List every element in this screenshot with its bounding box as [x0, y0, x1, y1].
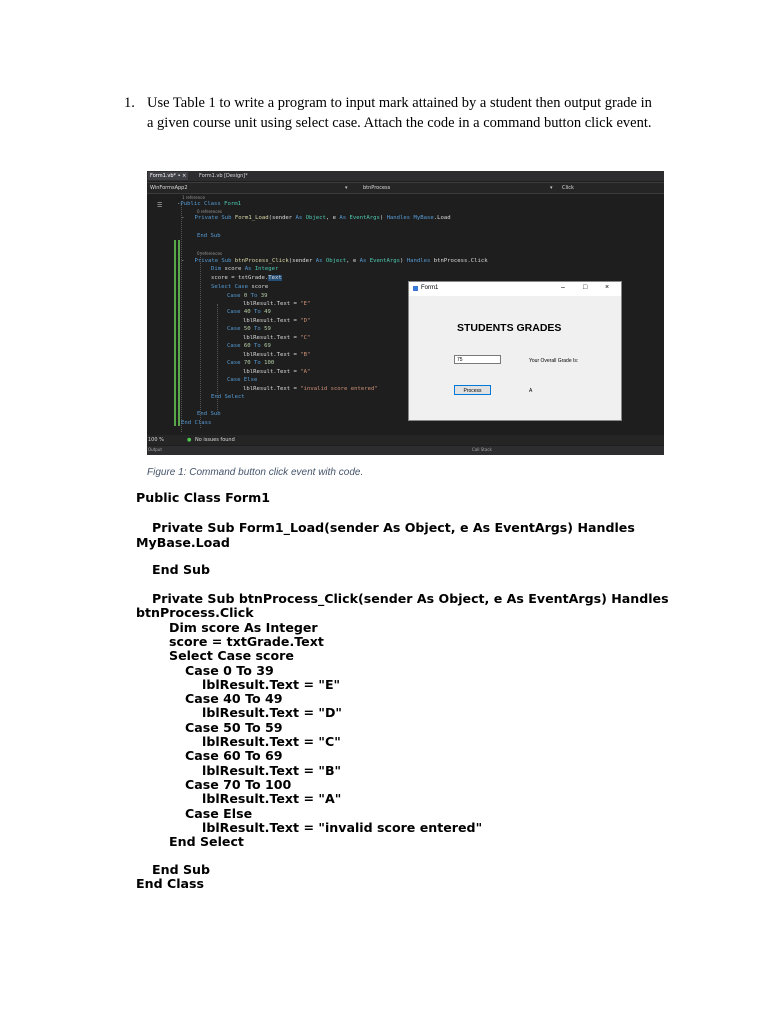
code-line: lblResult.Text = "D" [243, 318, 311, 324]
code-line: End Sub [197, 233, 221, 239]
tab-close-icon[interactable]: • × [177, 173, 187, 179]
code-listing-line: MyBase.Load [136, 535, 230, 550]
navigation-bar [147, 182, 664, 194]
editor-tabs [147, 171, 664, 181]
status-bar [147, 435, 664, 445]
code-line: lblResult.Text = "A" [243, 369, 311, 375]
tab-form1-design[interactable]: Form1.vb [Design]* [199, 173, 248, 179]
result-label: A [529, 388, 533, 394]
bottom-panel-tabs [147, 446, 664, 455]
question-text [147, 93, 687, 133]
code-line: Case Else [227, 377, 258, 383]
code-listing-line: Public Class Form1 [136, 490, 270, 505]
code-listing-line: lblResult.Text = "C" [202, 734, 341, 749]
code-lens[interactable]: 0 references [197, 251, 222, 256]
change-marker [174, 240, 176, 426]
figure-caption: Figure 1: Command button click event with code. [147, 467, 364, 478]
code-line: - Private Sub Form1_Load(sender As Object, e As EventArgs) Handles MyBase.Load [181, 215, 451, 221]
code-listing-line: Select Case score [169, 648, 294, 663]
code-line: Select Case score [211, 284, 269, 290]
chevron-down-icon[interactable]: ▾ [550, 185, 553, 191]
code-line: lblResult.Text = "C" [243, 335, 311, 341]
code-listing-line: Case Else [185, 806, 253, 821]
code-listing-line: Case 70 To 100 [185, 777, 292, 792]
code-listing-line: Private Sub btnProcess_Click(sender As Object, e As EventArgs) Handles [152, 591, 669, 606]
indent-guide [200, 252, 201, 428]
chevron-down-icon[interactable]: ▾ [345, 185, 348, 191]
form-app-icon [413, 286, 418, 291]
code-line: Case 60 To 69 [227, 343, 271, 349]
code-listing-line: Dim score As Integer [169, 620, 318, 635]
code-listing-line: lblResult.Text = "B" [202, 763, 342, 778]
code-listing-line: lblResult.Text = "E" [202, 677, 341, 692]
code-line: Case 50 To 59 [227, 326, 271, 332]
question-line-1: Use Table 1 to write a program to input mark attained by a student then output grade in [147, 95, 652, 111]
code-line: score = txtGrade.Text [211, 275, 282, 281]
code-listing-line: Case 40 To 49 [185, 691, 283, 706]
tab-form1-vb[interactable]: Form1.vb* • × [150, 173, 187, 179]
ide-screenshot [147, 171, 664, 455]
code-line: Case 0 To 39 [227, 293, 268, 299]
maximize-icon[interactable]: □ [583, 284, 588, 291]
code-listing-line: Case 50 To 59 [185, 720, 283, 735]
code-listing-line: lblResult.Text = "invalid score entered" [202, 820, 483, 835]
code-listing-line: Case 0 To 39 [185, 663, 274, 678]
code-line: lblResult.Text = "invalid score entered" [243, 386, 378, 392]
code-listing-line: lblResult.Text = "A" [202, 791, 342, 806]
issues-status[interactable]: No issues found [195, 437, 235, 443]
code-listing-line: score = txtGrade.Text [169, 634, 324, 649]
code-line: End Select [211, 394, 245, 400]
code-listing-line: End Sub [152, 562, 211, 577]
question-line-2: a given course unit using select case. Attach the code in a command button click event. [147, 115, 652, 131]
code-listing-line: Case 60 To 69 [185, 748, 283, 763]
code-line: - Private Sub btnProcess_Click(sender As Object, e As EventArgs) Handles btnProcess.Click [181, 258, 488, 264]
indent-guide [181, 204, 182, 432]
code-listing-line: lblResult.Text = "D" [202, 705, 342, 720]
code-line: End Class [181, 420, 212, 426]
code-line: Dim score As Integer [211, 266, 279, 272]
project-dropdown[interactable]: WinFormsApp2 [150, 185, 188, 191]
close-icon[interactable]: × [605, 284, 610, 291]
code-listing-line: End Class [136, 876, 205, 891]
minimize-icon[interactable]: – [561, 284, 565, 291]
form-titlebar [409, 282, 621, 296]
code-line: lblResult.Text = "B" [243, 352, 311, 358]
code-listing-line: btnProcess.Click [136, 605, 254, 620]
form-heading: STUDENTS GRADES [457, 322, 562, 334]
grade-label: Your Overall Grade Is: [529, 358, 579, 364]
outline-icon: ☰ [157, 202, 163, 209]
code-line: End Sub [197, 411, 221, 417]
code-line: Case 40 To 49 [227, 309, 271, 315]
code-lens[interactable]: 1 reference [182, 195, 205, 200]
code-line: lblResult.Text = "E" [243, 301, 311, 307]
code-line: Case 70 To 100 [227, 360, 275, 366]
question-number: 1. [124, 95, 135, 111]
change-marker [178, 240, 180, 426]
grade-input[interactable]: 75 [454, 355, 501, 364]
member-dropdown[interactable]: btnProcess [363, 185, 391, 191]
code-listing-line: End Select [169, 834, 244, 849]
code-listing-line: Private Sub Form1_Load(sender As Object, e As EventArgs) Handles [152, 520, 635, 535]
code-line: -Public Class Form1 [177, 201, 241, 207]
output-tab[interactable]: Output [148, 447, 162, 452]
event-dropdown[interactable]: Click [562, 185, 574, 191]
zoom-level[interactable]: 100 % [148, 437, 164, 443]
call-stack-tab[interactable]: Call Stack [472, 447, 492, 452]
form1-window [408, 281, 622, 421]
code-listing-line: End Sub [152, 862, 211, 877]
check-icon: ● [187, 437, 192, 443]
code-lens[interactable]: 0 references [197, 209, 222, 214]
process-button[interactable]: Process [454, 385, 491, 395]
form-title: Form1 [421, 285, 439, 291]
